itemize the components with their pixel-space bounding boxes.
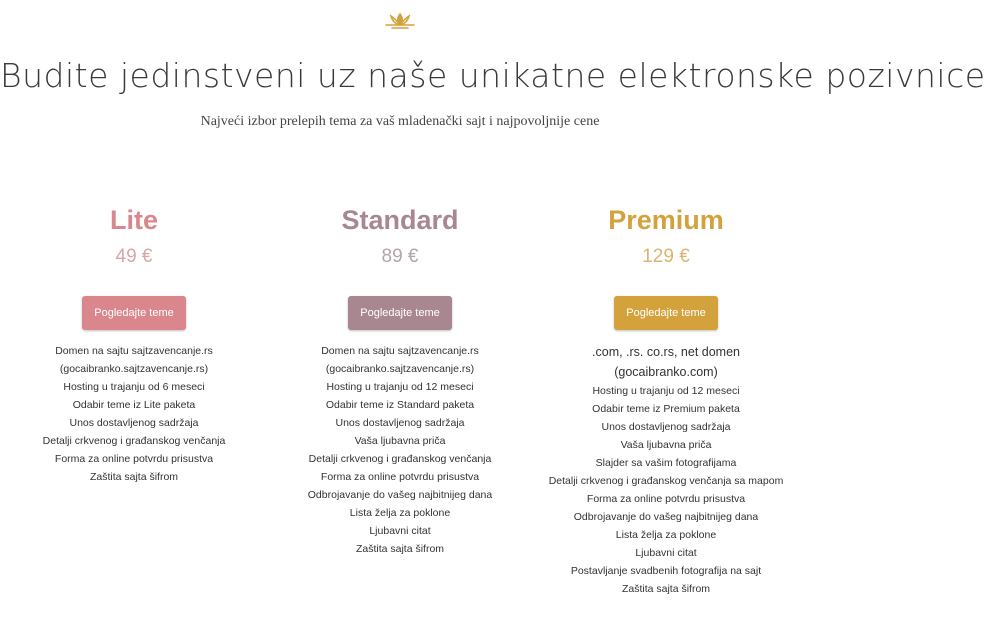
feature-item: Ljubavni citat [369, 525, 431, 537]
feature-item: Lista želja za poklone [349, 507, 451, 519]
feature-item: Odbrojavanje do vašeg najbitnijeg dana [307, 489, 493, 501]
feature-item: Forma za online potvrdu prisustva [54, 453, 214, 465]
plan-lite [4, 200, 264, 486]
view-themes-button-lite[interactable]: Pogledajte teme [82, 296, 186, 330]
plan-price: 129 € [642, 246, 690, 267]
plan-name: Premium [608, 205, 724, 235]
feature-item: Zaštita sajta šifrom [621, 583, 711, 595]
feature-item: (gocaibranko.sajtzavencanje.rs) [325, 363, 475, 375]
plan-price: 89 € [381, 246, 419, 267]
feature-item: Ljubavni citat [635, 547, 697, 559]
feature-item: Forma za online potvrdu prisustva [586, 493, 746, 505]
feature-item: Zaštita sajta šifrom [89, 471, 179, 483]
feature-item: Forma za online potvrdu prisustva [320, 471, 480, 483]
feature-item: Domen na sajtu sajtzavencanje.rs [55, 345, 213, 357]
feature-item: Odabir teme iz Lite paketa [72, 399, 196, 411]
feature-item: Vaša ljubavna priča [354, 435, 446, 447]
feature-item: Vaša ljubavna priča [620, 439, 712, 451]
feature-item: Odabir teme iz Standard paketa [325, 399, 475, 411]
feature-item: Detalji crkvenog i građanskog venčanja [308, 453, 492, 465]
feature-item: Slajder sa vašim fotografijama [595, 457, 737, 469]
plan-name: Standard [341, 205, 459, 235]
feature-item: Unos dostavljenog sadržaja [601, 421, 731, 433]
plan-premium [536, 200, 796, 598]
page-title: Budite jedinstveni uz naše unikatne elektronske pozivnice [0, 56, 986, 95]
plan-price: 49 € [115, 246, 153, 267]
feature-item: .com, .rs. co.rs, net domen [592, 345, 740, 359]
lotus-ornament-icon [380, 10, 420, 30]
feature-item: Zaštita sajta šifrom [355, 543, 445, 555]
feature-item: Postavljanje svadbenih fotografija na sajt [570, 565, 762, 577]
feature-list-lite [4, 342, 264, 486]
plan-name: Lite [109, 205, 158, 235]
feature-item: Lista želja za poklone [615, 529, 717, 541]
feature-item: Unos dostavljenog sadržaja [69, 417, 199, 429]
view-themes-button-standard[interactable]: Pogledajte teme [348, 296, 452, 330]
feature-item: Detalji crkvenog i građanskog venčanja [42, 435, 226, 447]
feature-list-premium [536, 342, 796, 598]
feature-item: Hosting u trajanju od 6 meseci [63, 381, 205, 393]
feature-item: (gocaibranko.com) [614, 365, 718, 379]
feature-item: Hosting u trajanju od 12 meseci [326, 381, 474, 393]
feature-item: Hosting u trajanju od 12 meseci [592, 385, 740, 397]
plan-standard [270, 200, 530, 558]
feature-item: Odabir teme iz Premium paketa [592, 403, 740, 415]
feature-item: Detalji crkvenog i građanskog venčanja sa mapom [548, 475, 784, 487]
feature-item: Domen na sajtu sajtzavencanje.rs [321, 345, 479, 357]
view-themes-button-premium[interactable]: Pogledajte teme [614, 296, 718, 330]
page-subtitle: Najveći izbor prelepih tema za vaš mladenački sajt i najpovoljnije cene [200, 114, 600, 129]
feature-item: Odbrojavanje do vašeg najbitnijeg dana [573, 511, 759, 523]
feature-item: Unos dostavljenog sadržaja [335, 417, 465, 429]
feature-list-standard [270, 342, 530, 558]
feature-item: (gocaibranko.sajtzavencanje.rs) [59, 363, 209, 375]
